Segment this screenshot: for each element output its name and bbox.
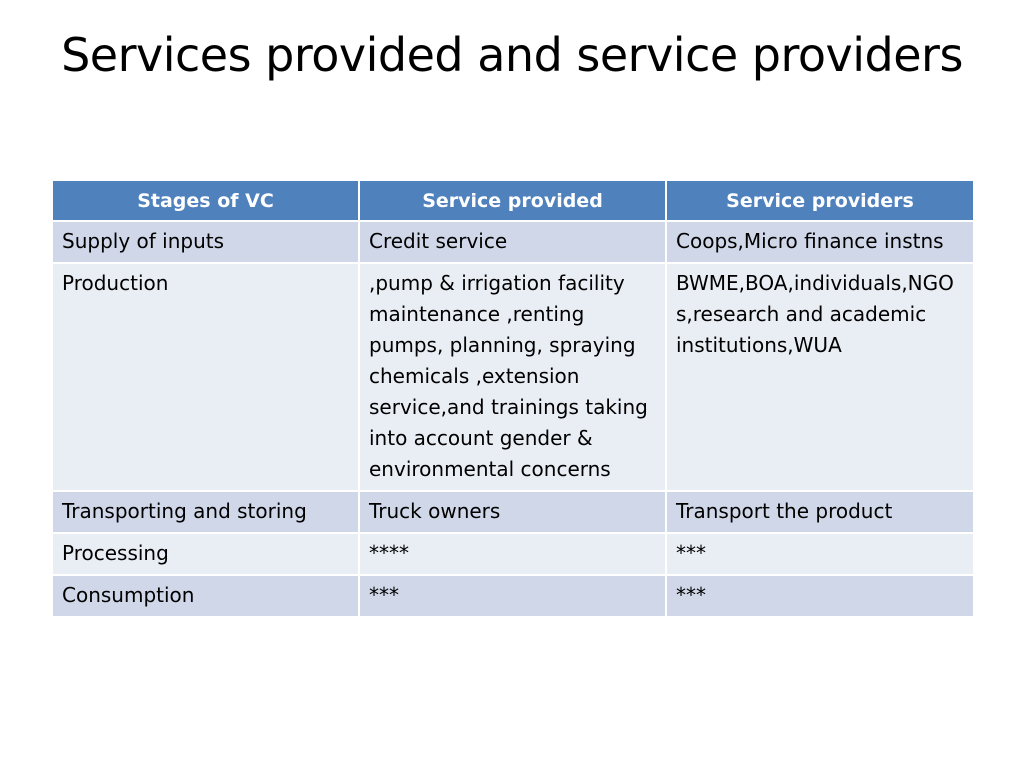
cell-stage: Supply of inputs — [52, 221, 359, 263]
cell-service-providers: *** — [666, 533, 974, 575]
cell-service-providers: Transport the product — [666, 491, 974, 533]
cell-service-provided: ,pump & irrigation facility maintenance ,renting pumps, planning, spraying chemicals ,extension service,and trainings taking into account gender & environmental concerns — [359, 263, 666, 491]
cell-service-provided: Credit service — [359, 221, 666, 263]
table-row — [52, 575, 974, 617]
slide-title: Services provided and service providers — [61, 28, 963, 82]
cell-service-provided: **** — [359, 533, 666, 575]
cell-service-provided: *** — [359, 575, 666, 617]
cell-stage: Transporting and storing — [52, 491, 359, 533]
cell-service-providers: *** — [666, 575, 974, 617]
cell-stage: Production — [52, 263, 359, 491]
cell-service-providers: Coops,Micro finance instns — [666, 221, 974, 263]
table-row — [52, 263, 974, 491]
cell-service-provided: Truck owners — [359, 491, 666, 533]
table-header-row — [52, 180, 974, 221]
services-table — [51, 179, 975, 618]
services-table-container — [51, 179, 973, 618]
table-row — [52, 221, 974, 263]
header-stages-of-vc: Stages of VC — [52, 180, 359, 221]
header-service-providers: Service providers — [666, 180, 974, 221]
cell-stage: Processing — [52, 533, 359, 575]
cell-stage: Consumption — [52, 575, 359, 617]
table-row — [52, 533, 974, 575]
header-service-provided: Service provided — [359, 180, 666, 221]
table-row — [52, 491, 974, 533]
cell-service-providers: BWME,BOA,individuals,NGOs,research and academic institutions,WUA — [666, 263, 974, 491]
